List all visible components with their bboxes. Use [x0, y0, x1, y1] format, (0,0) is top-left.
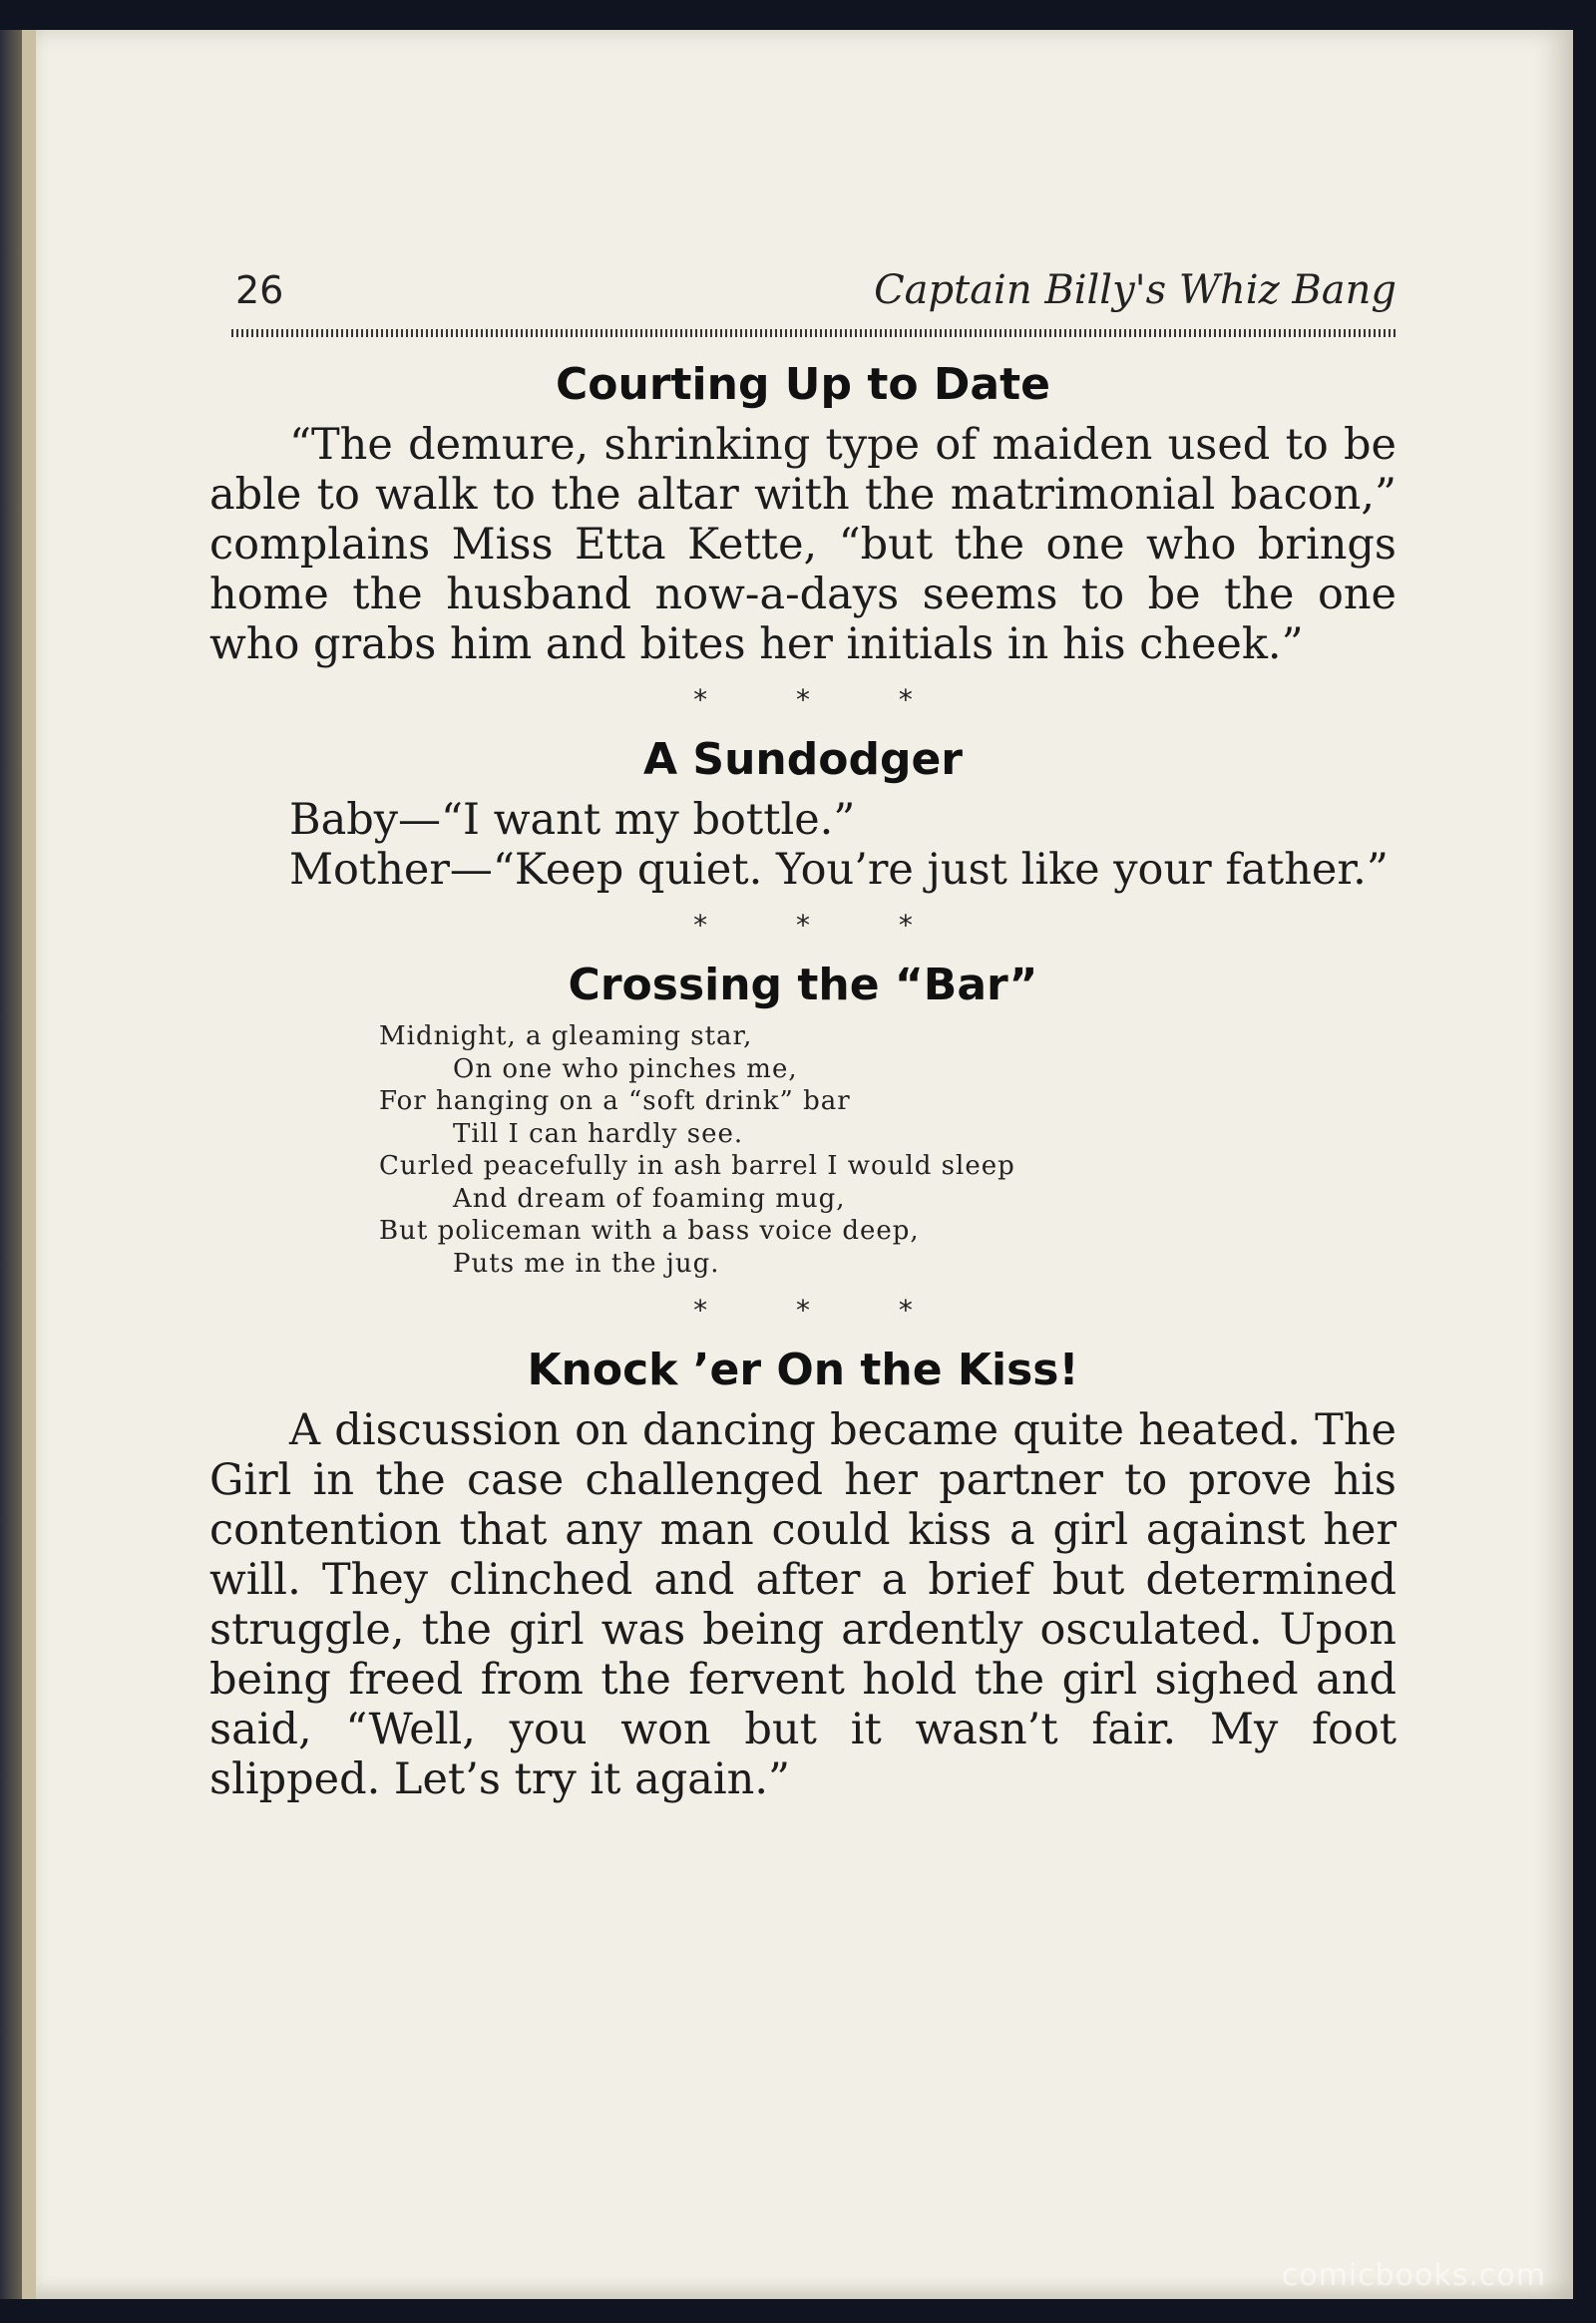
poem-line: But policeman with a bass voice deep, [379, 1216, 920, 1246]
poem [379, 1020, 1396, 1280]
article-title: Courting Up to Date [555, 359, 1050, 410]
article-knock-er [209, 1345, 1396, 1804]
poem-line: Curled peacefully in ash barrel I would sleep [379, 1151, 1015, 1181]
article-body: “The demure, shrinking type of maiden used to be able to walk to the altar with the matrimonial bacon,” complains Miss Etta Kette, “but the one who brings home the husband now-a-days seems to be the one who grabs him and bites her initials in his cheek.” [209, 420, 1396, 669]
article-sundodger [209, 734, 1396, 895]
poem-line: And dream of foaming mug, [453, 1183, 846, 1214]
running-title: Captain Billy's Whiz Bang [874, 267, 1396, 313]
book-spine [0, 30, 22, 2299]
header-rule [231, 329, 1396, 337]
article-crossing-bar [209, 960, 1396, 1280]
poem-line: For hanging on a “soft drink” bar [379, 1086, 851, 1116]
dialog-line: Mother—“Keep quiet. You’re just like your father.” [289, 845, 1389, 895]
separator-stars: * * * [693, 1294, 953, 1327]
page-number: 26 [235, 268, 284, 312]
article-title: A Sundodger [643, 734, 963, 785]
article-title: Knock ’er On the Kiss! [527, 1345, 1079, 1395]
separator-stars: * * * [693, 683, 953, 716]
page-content [209, 267, 1396, 1804]
poem-line: Midnight, a gleaming star, [379, 1021, 753, 1051]
poem-line: On one who pinches me, [453, 1053, 798, 1084]
article-courting [209, 359, 1396, 669]
article-title: Crossing the “Bar” [568, 960, 1038, 1010]
watermark: comicbooks.com [1281, 2258, 1546, 2293]
page-header [209, 267, 1396, 329]
separator-stars: * * * [693, 909, 953, 942]
poem-line: Till I can hardly see. [453, 1118, 744, 1149]
dialog-line: Baby—“I want my bottle.” [289, 795, 856, 845]
poem-line: Puts me in the jug. [453, 1248, 720, 1279]
article-body: A discussion on dancing became quite heated. The Girl in the case challenged her partner to prove his contention that any man could kiss a girl against her will. They clinched and after a brief but determined struggle, the girl was being ardently osculated. Upon being freed from the fervent hold the girl sighed and said, “Well, you won but it wasn’t fair. My foot slipped. Let’s try it again.” [209, 1405, 1396, 1804]
